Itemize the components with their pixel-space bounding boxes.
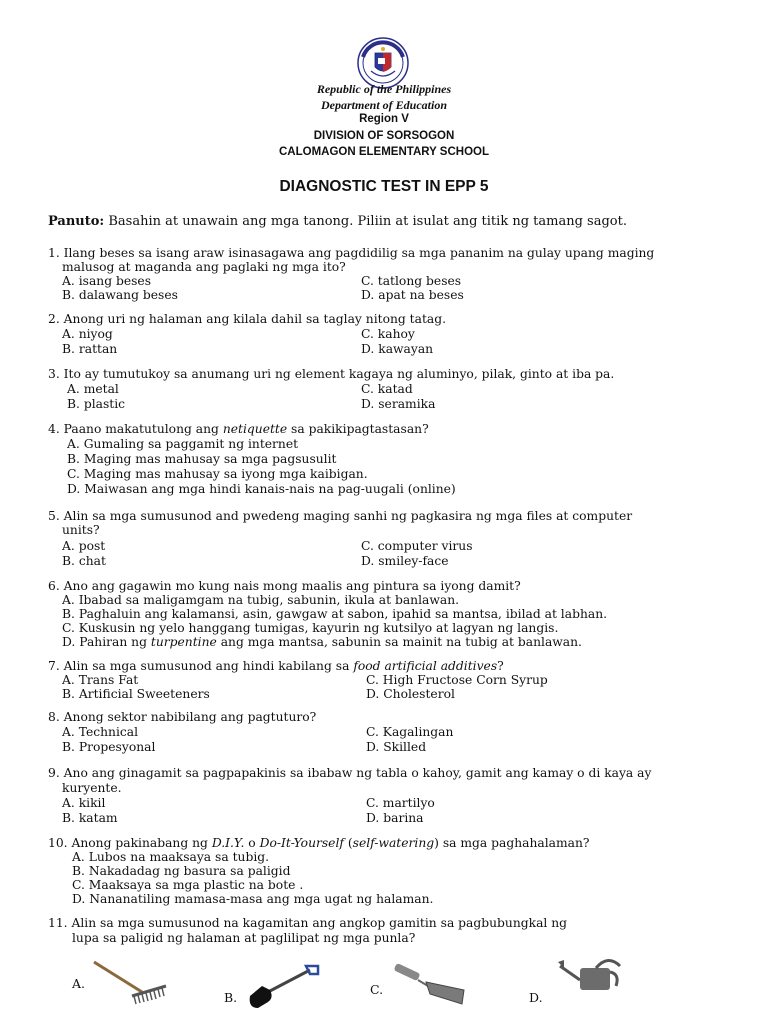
division-line: DIVISION OF SORSOGON — [313, 130, 455, 142]
choice-4c: C. Maging mas mahusay sa iyong mga kaibigan. — [67, 467, 368, 481]
instructions-label: Panuto: — [48, 214, 105, 229]
choice-6d-text: D. Pahiran ng — [62, 635, 151, 649]
choice-3a: A. metal — [67, 382, 119, 396]
trowel-icon — [390, 960, 468, 1010]
question-10-emphasis-2: Do-It-Yourself — [259, 836, 344, 850]
question-10 — [48, 836, 590, 851]
question-11-line2: lupa sa paligid ng halaman at paglilipat ng mga punla? — [72, 931, 416, 945]
choice-11a-label: A. — [72, 976, 86, 991]
choice-5b: B. chat — [62, 554, 106, 568]
question-9-line2: kuryente. — [62, 781, 122, 795]
question-3: 3. Ito ay tumutukoy sa anumang uri ng element kagaya ng aluminyo, pilak, ginto at iba pa. — [48, 367, 615, 381]
question-10-text-mid2: ( — [343, 836, 353, 850]
choice-3d: D. seramika — [361, 397, 436, 411]
choice-7a: A. Trans Fat — [62, 673, 139, 687]
choice-11c-label: C. — [370, 982, 384, 997]
choice-9b: B. katam — [62, 811, 118, 825]
choice-9a: A. kikil — [62, 796, 106, 810]
choice-10d: D. Nananatiling mamasa-masa ang mga ugat ng halaman. — [72, 892, 434, 906]
question-6: 6. Ano ang gagawin mo kung nais mong maalis ang pintura sa iyong damit? — [48, 579, 521, 593]
question-7 — [48, 659, 504, 674]
choice-5d: D. smiley-face — [361, 554, 449, 568]
choice-8b: B. Propesyonal — [62, 740, 156, 754]
choice-2d: D. kawayan — [361, 342, 434, 356]
question-7-emphasis: food artificial additives — [353, 659, 498, 673]
question-7-text-end: ? — [497, 659, 504, 673]
region-line: Region V — [359, 113, 409, 125]
choice-8c: C. Kagalingan — [366, 725, 454, 739]
department-line: Department of Education — [320, 98, 447, 112]
rake-icon — [90, 958, 170, 1008]
question-10-emphasis-1: D.I.Y. — [211, 836, 245, 850]
question-1-line2: malusog at maganda ang paglaki ng mga ito? — [62, 260, 346, 274]
choice-1b: B. dalawang beses — [62, 288, 178, 302]
question-11-line1: 11. Alin sa mga sumusunod na kagamitan ang angkop gamitin sa pagbubungkal ng — [48, 916, 568, 930]
republic-line: Republic of the Philippines — [316, 82, 452, 96]
instructions-text: Basahin at unawain ang mga tanong. Piliin at isulat ang titik ng tamang sagot. — [108, 214, 627, 229]
school-line: CALOMAGON ELEMENTARY SCHOOL — [279, 146, 489, 158]
choice-6b: B. Paghaluin ang kalamansi, asin, gawgaw at sabon, ipahid sa mantsa, ibilad at labhan. — [62, 607, 608, 621]
page-title: DIAGNOSTIC TEST IN EPP 5 — [279, 178, 489, 195]
choice-11b-label: B. — [224, 990, 238, 1005]
question-10-text-mid1: o — [244, 836, 260, 850]
question-4-text: 4. Paano makatutulong ang — [48, 422, 223, 436]
choice-3c: C. katad — [361, 382, 413, 396]
choice-1a: A. isang beses — [62, 274, 152, 288]
choice-4d: D. Maiwasan ang mga hindi kanais-nais na pag-uugali (online) — [67, 482, 456, 496]
question-4 — [48, 422, 429, 437]
choice-7b: B. Artificial Sweeteners — [62, 687, 210, 701]
choice-6a: A. Ibabad sa maligamgam na tubig, sabunin, ikula at banlawan. — [62, 593, 460, 607]
choice-9c: C. martilyo — [366, 796, 435, 810]
question-5-line2: units? — [62, 523, 100, 537]
choice-5c: C. computer virus — [361, 539, 473, 553]
choice-9d: D. barina — [366, 811, 424, 825]
choice-4a: A. Gumaling sa paggamit ng internet — [67, 437, 299, 451]
question-4-text-end: sa pakikipagtastasan? — [287, 422, 429, 436]
question-2: 2. Anong uri ng halaman ang kilala dahil sa taglay nitong tatag. — [48, 312, 447, 326]
choice-3b: B. plastic — [67, 397, 126, 411]
question-4-emphasis: netiquette — [222, 422, 288, 436]
choice-10c: C. Maaksaya sa mga plastic na bote . — [72, 878, 304, 892]
choice-2a: A. niyog — [62, 327, 113, 341]
choice-2c: C. kahoy — [361, 327, 415, 341]
question-10-emphasis-3: self-watering — [352, 836, 435, 850]
choice-8a: A. Technical — [62, 725, 139, 739]
choice-5a: A. post — [62, 539, 106, 553]
choice-10a: A. Lubos na maaksaya sa tubig. — [72, 850, 270, 864]
choice-10b: B. Nakadadag ng basura sa paligid — [72, 864, 291, 878]
choice-6d-text-end: ang mga mantsa, sabunin sa mainit na tubig at banlawan. — [216, 635, 582, 649]
choice-2b: B. rattan — [62, 342, 118, 356]
choice-7c: C. High Fructose Corn Syrup — [366, 673, 548, 687]
choice-6d-emphasis: turpentine — [150, 635, 217, 649]
choice-7d: D. Cholesterol — [366, 687, 455, 701]
question-10-text-end: ) sa mga paghahalaman? — [434, 836, 590, 850]
choice-6d — [62, 635, 582, 650]
choice-1c: C. tatlong beses — [361, 274, 462, 288]
question-1-line1: 1. Ilang beses sa isang araw isinasagawa ang pagdidilig sa mga pananim na gulay upang maging — [48, 246, 655, 260]
choice-6c: C. Kuskusin ng yelo hanggang tumigas, kayurin ng kutsilyo at lagyan ng langis. — [62, 621, 559, 635]
question-7-text: 7. Alin sa mga sumusunod ang hindi kabilang sa — [48, 659, 354, 673]
question-9-line1: 9. Ano ang ginagamit sa pagpapakinis sa ibabaw ng tabla o kahoy, gamit ang kamay o di kaya ay — [48, 766, 652, 780]
choice-1d: D. apat na beses — [361, 288, 464, 302]
question-8: 8. Anong sektor nabibilang ang pagtuturo? — [48, 710, 317, 724]
shovel-icon — [244, 962, 322, 1012]
instructions — [48, 215, 627, 230]
choice-8d: D. Skilled — [366, 740, 427, 754]
choice-11d-label: D. — [529, 990, 543, 1005]
choice-4b: B. Maging mas mahusay sa mga pagsusulit — [67, 452, 337, 466]
question-5-line1: 5. Alin sa mga sumusunod and pwedeng maging sanhi ng pagkasira ng mga files at computer — [48, 509, 633, 523]
watering-can-icon — [556, 952, 626, 998]
question-10-text: 10. Anong pakinabang ng — [48, 836, 212, 850]
